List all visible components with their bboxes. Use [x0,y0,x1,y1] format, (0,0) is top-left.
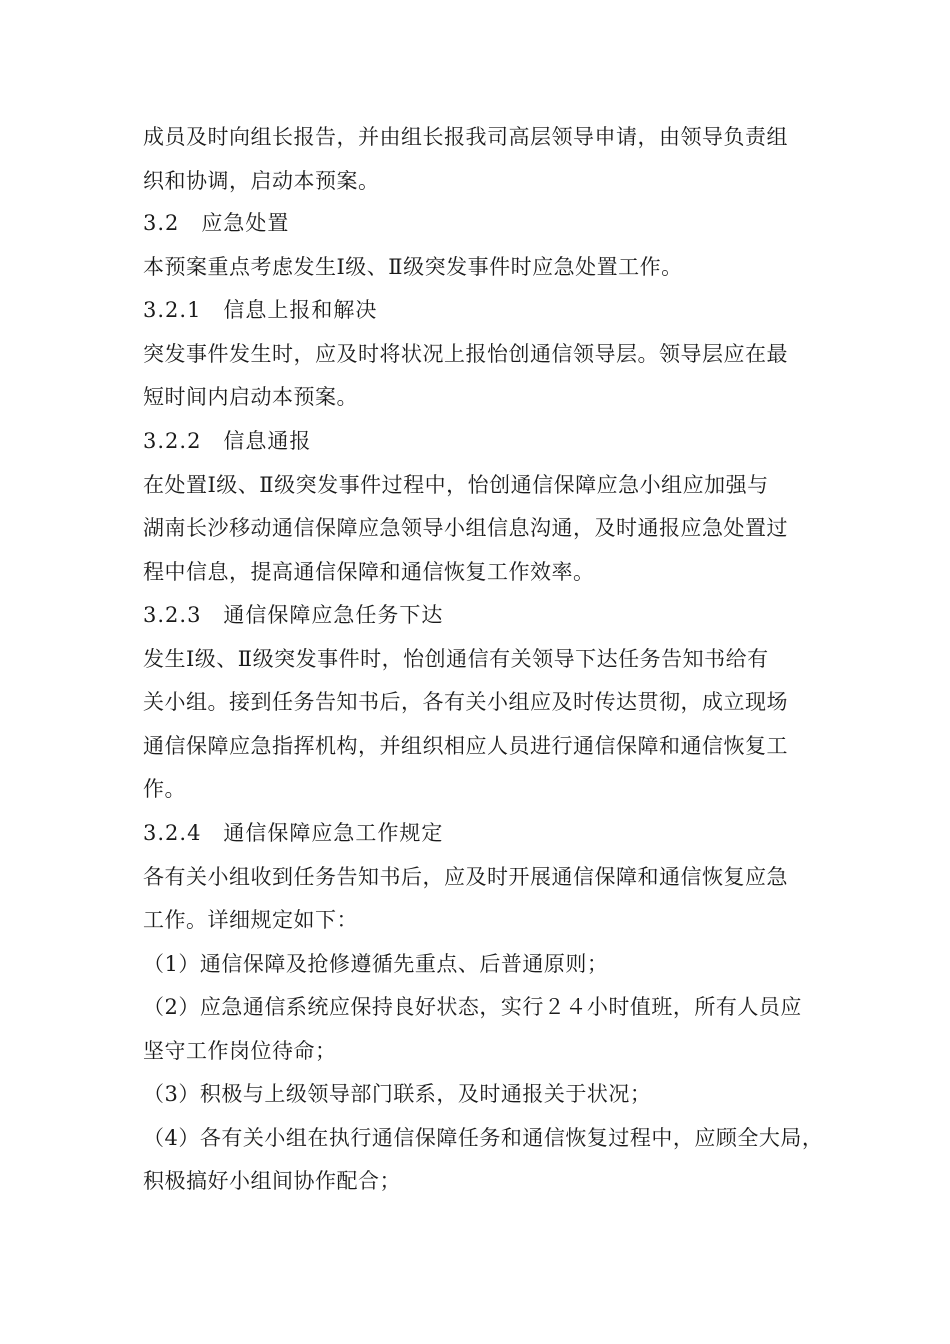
body-text-line: 各有关小组收到任务告知书后，应及时开展通信保障和通信恢复应急 [143,865,788,889]
list-item-3: （3）积极与上级领导部门联系，及时通报关于状况； [143,1082,652,1106]
list-item-4-continuation: 积极搞好小组间协作配合； [143,1169,401,1193]
body-text-line: 本预案重点考虑发生Ⅰ级、Ⅱ级突发事件时应急处置工作。 [143,255,683,279]
body-text-line: 突发事件发生时，应及时将状况上报怡创通信领导层。领导层应在最 [143,342,788,366]
section-heading-3-2-2: 3.2.2 信息通报 [143,429,312,453]
body-text-line: 程中信息，提高通信保障和通信恢复工作效率。 [143,560,595,584]
section-heading-3-2-3: 3.2.3 通信保障应急任务下达 [143,603,444,627]
body-text-line: 在处置Ⅰ级、Ⅱ级突发事件过程中，怡创通信保障应急小组应加强与 [143,473,769,497]
body-text-line: 作。 [143,777,186,801]
list-item-2-continuation: 坚守工作岗位待命； [143,1039,337,1063]
body-text-line: 成员及时向组长报告，并由组长报我司高层领导申请，由领导负责组 [143,125,788,149]
body-text-line: 发生Ⅰ级、Ⅱ级突发事件时，怡创通信有关领导下达任务告知书给有 [143,647,769,671]
section-heading-3-2-4: 3.2.4 通信保障应急工作规定 [143,821,444,845]
body-text-line: 工作。详细规定如下： [143,908,358,932]
section-heading-3-2: 3.2 应急处置 [143,211,290,235]
list-item-1: （1）通信保障及抢修遵循先重点、后普通原则； [143,952,609,976]
body-text-line: 湖南长沙移动通信保障应急领导小组信息沟通，及时通报应急处置过 [143,516,788,540]
list-item-2: （2）应急通信系统应保持良好状态，实行２４小时值班，所有人员应 [143,995,802,1019]
list-item-4: （4）各有关小组在执行通信保障任务和通信恢复过程中，应顾全大局， [143,1126,824,1150]
body-text-line: 织和协调，启动本预案。 [143,169,380,193]
section-heading-3-2-1: 3.2.1 信息上报和解决 [143,298,378,322]
body-text-line: 通信保障应急指挥机构，并组织相应人员进行通信保障和通信恢复工 [143,734,788,758]
body-text-line: 短时间内启动本预案。 [143,385,358,409]
body-text-line: 关小组。接到任务告知书后，各有关小组应及时传达贯彻，成立现场 [143,690,788,714]
